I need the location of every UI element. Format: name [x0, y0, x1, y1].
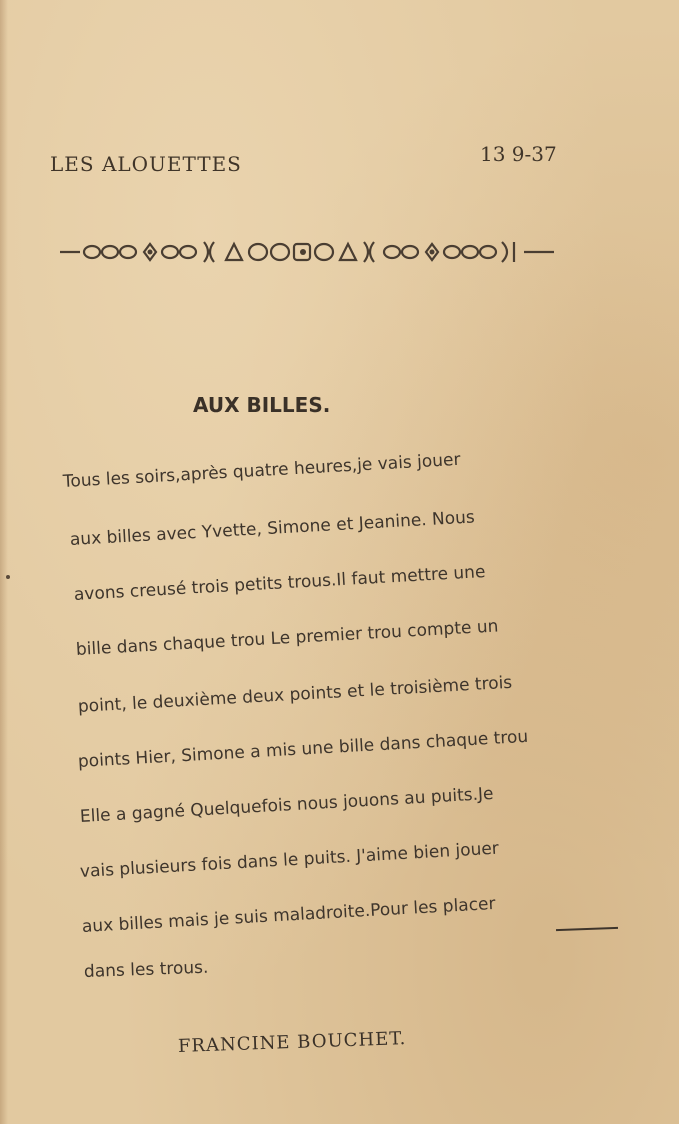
decorative-border-ornament: [58, 232, 558, 272]
page-edge-shadow: [0, 0, 8, 1124]
story-line: aux billes mais je suis maladroite.Pour les placer: [81, 893, 496, 937]
ink-stroke: [556, 927, 618, 931]
story-line: Elle a gagné Quelquefois nous jouons au puits.Je: [79, 783, 494, 827]
story-title: AUX BILLES.: [193, 393, 331, 417]
story-line: point, le deuxième deux points et le troisième trois: [77, 672, 513, 717]
story-line: points Hier, Simone a mis une bille dans chaque trou: [77, 726, 529, 772]
issue-date: 13 9-37: [480, 142, 557, 166]
author-signature: FRANCINE BOUCHET.: [177, 1028, 407, 1057]
story-line: dans les trous.: [83, 957, 209, 982]
story-line: aux billes avec Yvette, Simone et Jeanine. Nous: [69, 507, 476, 550]
story-line: bille dans chaque trou Le premier trou compte un: [75, 616, 499, 660]
ink-speck: [6, 575, 10, 579]
story-line: avons creusé trois petits trous.Il faut mettre une: [73, 562, 486, 605]
journal-title: LES ALOUETTES: [50, 152, 242, 176]
story-line: Tous les soirs,après quatre heures,je vais jouer: [62, 449, 461, 492]
story-line: vais plusieurs fois dans le puits. J'aime bien jouer: [79, 838, 500, 882]
